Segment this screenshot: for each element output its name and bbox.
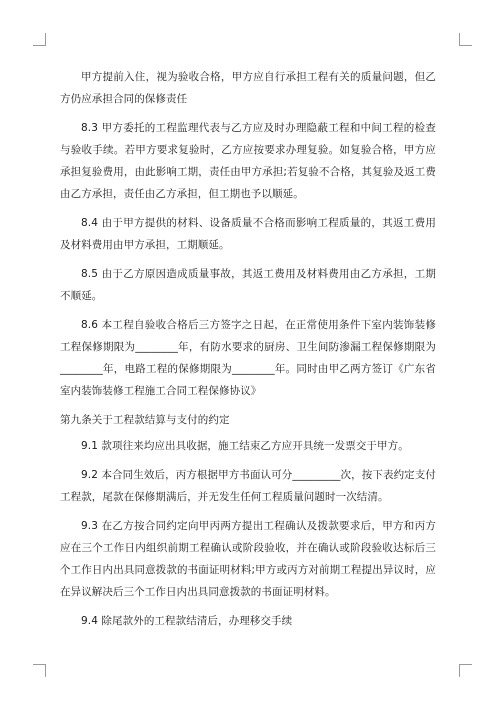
paragraph-8-5: 8.5 由于乙方原因造成质量事故，其返工费用及材料费用由乙方承担，工期不顺延。 <box>60 268 436 302</box>
paragraph-early-occupancy: 甲方提前入住，视为验收合格，甲方应自行承担工程有关的质量问题，但乙方仍应承担合同的保修责任 <box>60 71 436 105</box>
paragraph-9-1: 9.1 款项往来均应出具收据，施工结束乙方应开具统一发票交于甲方。 <box>81 440 409 452</box>
paragraph-9-2: 9.2 本合同生效后，丙方根据甲方书面认可分_________次，按下表约定支付工程款，尾款在保修期满后，并无发生任何工程质量问题时一次结清。 <box>60 469 436 503</box>
crop-mark-bottom-right <box>459 664 472 677</box>
document-body <box>60 66 436 639</box>
paragraph-8-4: 8.4 由于甲方提供的材料、设备质量不合格而影响工程质量的，其返工费用及材料费用由甲方承担，工期顺延。 <box>60 217 436 251</box>
crop-mark-bottom-left <box>33 664 46 677</box>
paragraph-9-3: 9.3 在乙方按合同约定向甲丙两方提出工程确认及拨款要求后，甲方和丙方应在三个工作日内组织前期工程确认或阶段验收，并在确认或阶段验收达标后三个工作日内出具同意拨款的书面证明材料;甲方或丙方对前期工程提出异议时，应在异议解决后三个工作日内出具同意拨款的书面证明材料。 <box>60 520 436 598</box>
paragraph-8-3: 8.3 甲方委托的工程监理代表与乙方应及时办理隐蔽工程和中间工程的检查与验收手续。若甲方要求复验时，乙方应按要求办理复验。如复验合格，甲方应承担复验费用，由此影响工期，责任由甲方承担;若复验不合格，其复验及返工费由乙方承担，责任由乙方承担，但工期也予以顺延。 <box>60 122 436 200</box>
paragraph-9-4: 9.4 除尾款外的工程款结清后，办理移交手续 <box>81 615 293 627</box>
paragraph-8-6: 8.6 本工程自验收合格后三方签字之日起，在正常使用条件下室内装饰装修工程保修期限为________年，有防水要求的厨房、卫生间防渗漏工程保修期限为________年，电路工程的保修期限为________年。同时由甲乙两方签订《广东省室内装饰装修工程施工合同工程保修协议》 <box>60 319 436 397</box>
section-heading-article-9: 第九条关于工程款结算与支付的约定 <box>60 414 230 426</box>
crop-mark-top-right <box>459 33 472 46</box>
crop-mark-top-left <box>33 33 46 46</box>
